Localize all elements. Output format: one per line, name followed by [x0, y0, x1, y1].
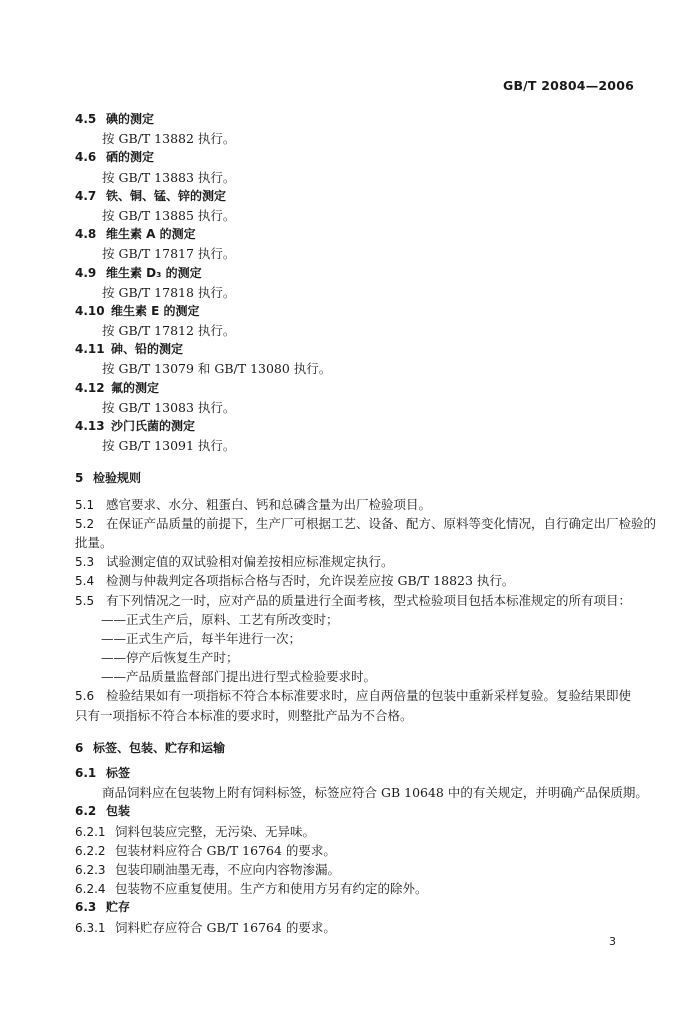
- clause-heading-4-6: 4.6 硒的测定: [75, 150, 155, 165]
- spacer: [75, 455, 635, 469]
- clause-6-2-2: 6.2.2 包装材料应符合 GB/T 16764 的要求。: [75, 842, 336, 858]
- clause-body-4-5: 按 GB/T 13882 执行。: [102, 131, 236, 147]
- clause-heading-4-7: 4.7 铁、铜、锰、锌的测定: [75, 188, 227, 203]
- clause-6-2-4: 6.2.4 包装物不应重复使用。生产方和使用方另有约定的除外。: [75, 881, 428, 897]
- clause-heading-6-1: 6.1 标签: [75, 766, 131, 780]
- clause-body-6-1: 商品饲料应在包装物上附有饲料标签，标签应符合 GB 10648 中的有关规定，并明确产品保质期。: [102, 785, 648, 801]
- document-body: [75, 110, 657, 937]
- clause-heading-4-11: 4.11 砷、铅的测定: [75, 342, 184, 357]
- page-number: 3: [609, 935, 616, 948]
- clause-body-4-12: 按 GB/T 13083 执行。: [102, 399, 236, 415]
- clause-body-4-11: 按 GB/T 13079 和 GB/T 13080 执行。: [102, 361, 332, 377]
- list-item: ——产品质量监督部门提出进行型式检验要求时。: [101, 669, 377, 685]
- clause-body-4-13: 按 GB/T 13091 执行。: [102, 438, 236, 454]
- clause-5-6-continued: 只有一项指标不符合本标准的要求时，则整批产品为不合格。: [75, 707, 413, 723]
- clause-5-6: 5.6 检验结果如有一项指标不符合本标准要求时，应自两倍量的包装中重新采样复验。复验结果即使: [75, 688, 632, 704]
- clause-heading-6-3: 6.3 贮存: [75, 900, 131, 915]
- section-heading-5: 5 检验规则: [75, 471, 142, 486]
- clause-6-2-1: 6.2.1 饲料包装应完整，无污染、无异味。: [75, 823, 316, 839]
- clause-heading-4-12: 4.12 氟的测定: [75, 380, 160, 395]
- clause-heading-4-9: 4.9 维生素 D₃ 的测定: [75, 265, 202, 280]
- clause-6-2-3: 6.2.3 包装印刷油墨无毒，不应向内容物渗漏。: [75, 861, 341, 877]
- clause-heading-4-10: 4.10 维生素 E 的测定: [75, 303, 200, 318]
- clause-heading-4-8: 4.8 维生素 A 的测定: [75, 227, 196, 242]
- standard-code: GB/T 20804—2006: [502, 78, 634, 93]
- clause-body-4-10: 按 GB/T 17812 执行。: [102, 323, 236, 339]
- spacer: [75, 725, 635, 739]
- clause-6-3-1: 6.3.1 饲料贮存应符合 GB/T 16764 的要求。: [75, 919, 336, 935]
- clause-heading-4-5: 4.5 碘的测定: [75, 112, 155, 126]
- list-item: ——正式生产后，原料、工艺有所改变时；: [101, 611, 339, 627]
- clause-body-4-6: 按 GB/T 13883 执行。: [102, 169, 236, 185]
- clause-body-4-9: 按 GB/T 17818 执行。: [102, 284, 236, 300]
- clause-body-4-8: 按 GB/T 17817 执行。: [102, 246, 236, 262]
- section-heading-6: 6 标签、包装、贮存和运输: [75, 740, 226, 755]
- clause-heading-4-13: 4.13 沙门氏菌的测定: [75, 419, 196, 433]
- clause-5-2: 5.2 在保证产品质量的前提下，生产厂可根据工艺、设备、配方、原料等变化情况，自行确定出厂检验的: [75, 515, 657, 531]
- clause-5-4: 5.4 检测与仲裁判定各项指标合格与否时，允许误差应按 GB/T 18823 执行。: [75, 573, 515, 589]
- list-item: ——停产后恢复生产时；: [101, 650, 239, 666]
- clause-5-5: 5.5 有下列情况之一时，应对产品的质量进行全面考核，型式检验项目包括本标准规定的所有项目：: [75, 592, 632, 608]
- clause-5-3: 5.3 试验测定值的双试验相对偏差按相应标准规定执行。: [75, 554, 394, 570]
- clause-5-2-continued: 批量。: [75, 534, 113, 550]
- clause-heading-6-2: 6.2 包装: [75, 804, 131, 819]
- list-item: ——正式生产后，每半年进行一次；: [101, 630, 302, 646]
- clause-5-1: 5.1 感官要求、水分、粗蛋白、钙和总磷含量为出厂检验项目。: [75, 496, 432, 512]
- clause-body-4-7: 按 GB/T 13885 执行。: [102, 207, 236, 223]
